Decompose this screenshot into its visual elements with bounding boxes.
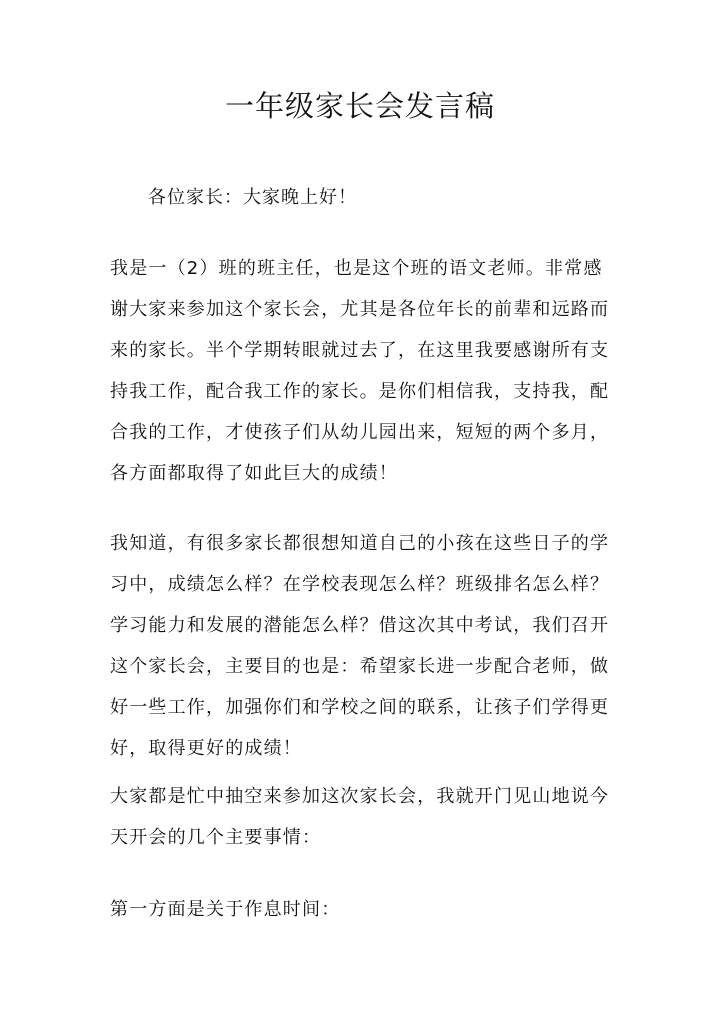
text-line: 天开会的几个主要事情：	[110, 827, 322, 848]
text-line: 持我工作，配合我工作的家长。是你们相信我，支持我，配	[110, 381, 610, 402]
text-line: 大家都是忙中抽空来参加这次家长会，我就开门见山地说今	[110, 786, 610, 807]
text-line: 来的家长。半个学期转眼就过去了，在这里我要感谢所有支	[110, 340, 610, 361]
text-line: 合我的工作，才使孩子们从幼儿园出来，短短的两个多月，	[110, 422, 610, 443]
paragraph-purpose	[110, 523, 630, 769]
text-line: 谢大家来参加这个家长会，尤其是各位年长的前辈和远路而	[110, 299, 610, 320]
document-title: 一年级家长会发言稿	[224, 89, 495, 123]
text-line: 好一些工作，加强你们和学校之间的联系，让孩子们学得更	[110, 697, 610, 718]
paragraph-agenda-intro	[110, 776, 630, 858]
text-line: 第一方面是关于作息时间：	[110, 899, 341, 920]
paragraph-intro	[110, 248, 630, 494]
paragraph-section-heading	[110, 889, 630, 930]
text-line: 各方面都取得了如此巨大的成绩！	[110, 463, 398, 484]
text-line: 学习能力和发展的潜能怎么样？借这次其中考试，我们召开	[110, 615, 610, 636]
greeting: 各位家长：大家晚上好！	[148, 187, 357, 208]
text-line: 好，取得更好的成绩！	[110, 738, 302, 759]
text-line: 我知道，有很多家长都很想知道自己的小孩在这些日子的学	[110, 533, 610, 554]
text-line: 这个家长会，主要目的也是：希望家长进一步配合老师，做	[110, 656, 610, 677]
text-line: 习中，成绩怎么样？在学校表现怎么样？班级排名怎么样？	[110, 574, 610, 595]
text-line: 我是一（2）班的班主任，也是这个班的语文老师。非常感	[110, 258, 603, 279]
